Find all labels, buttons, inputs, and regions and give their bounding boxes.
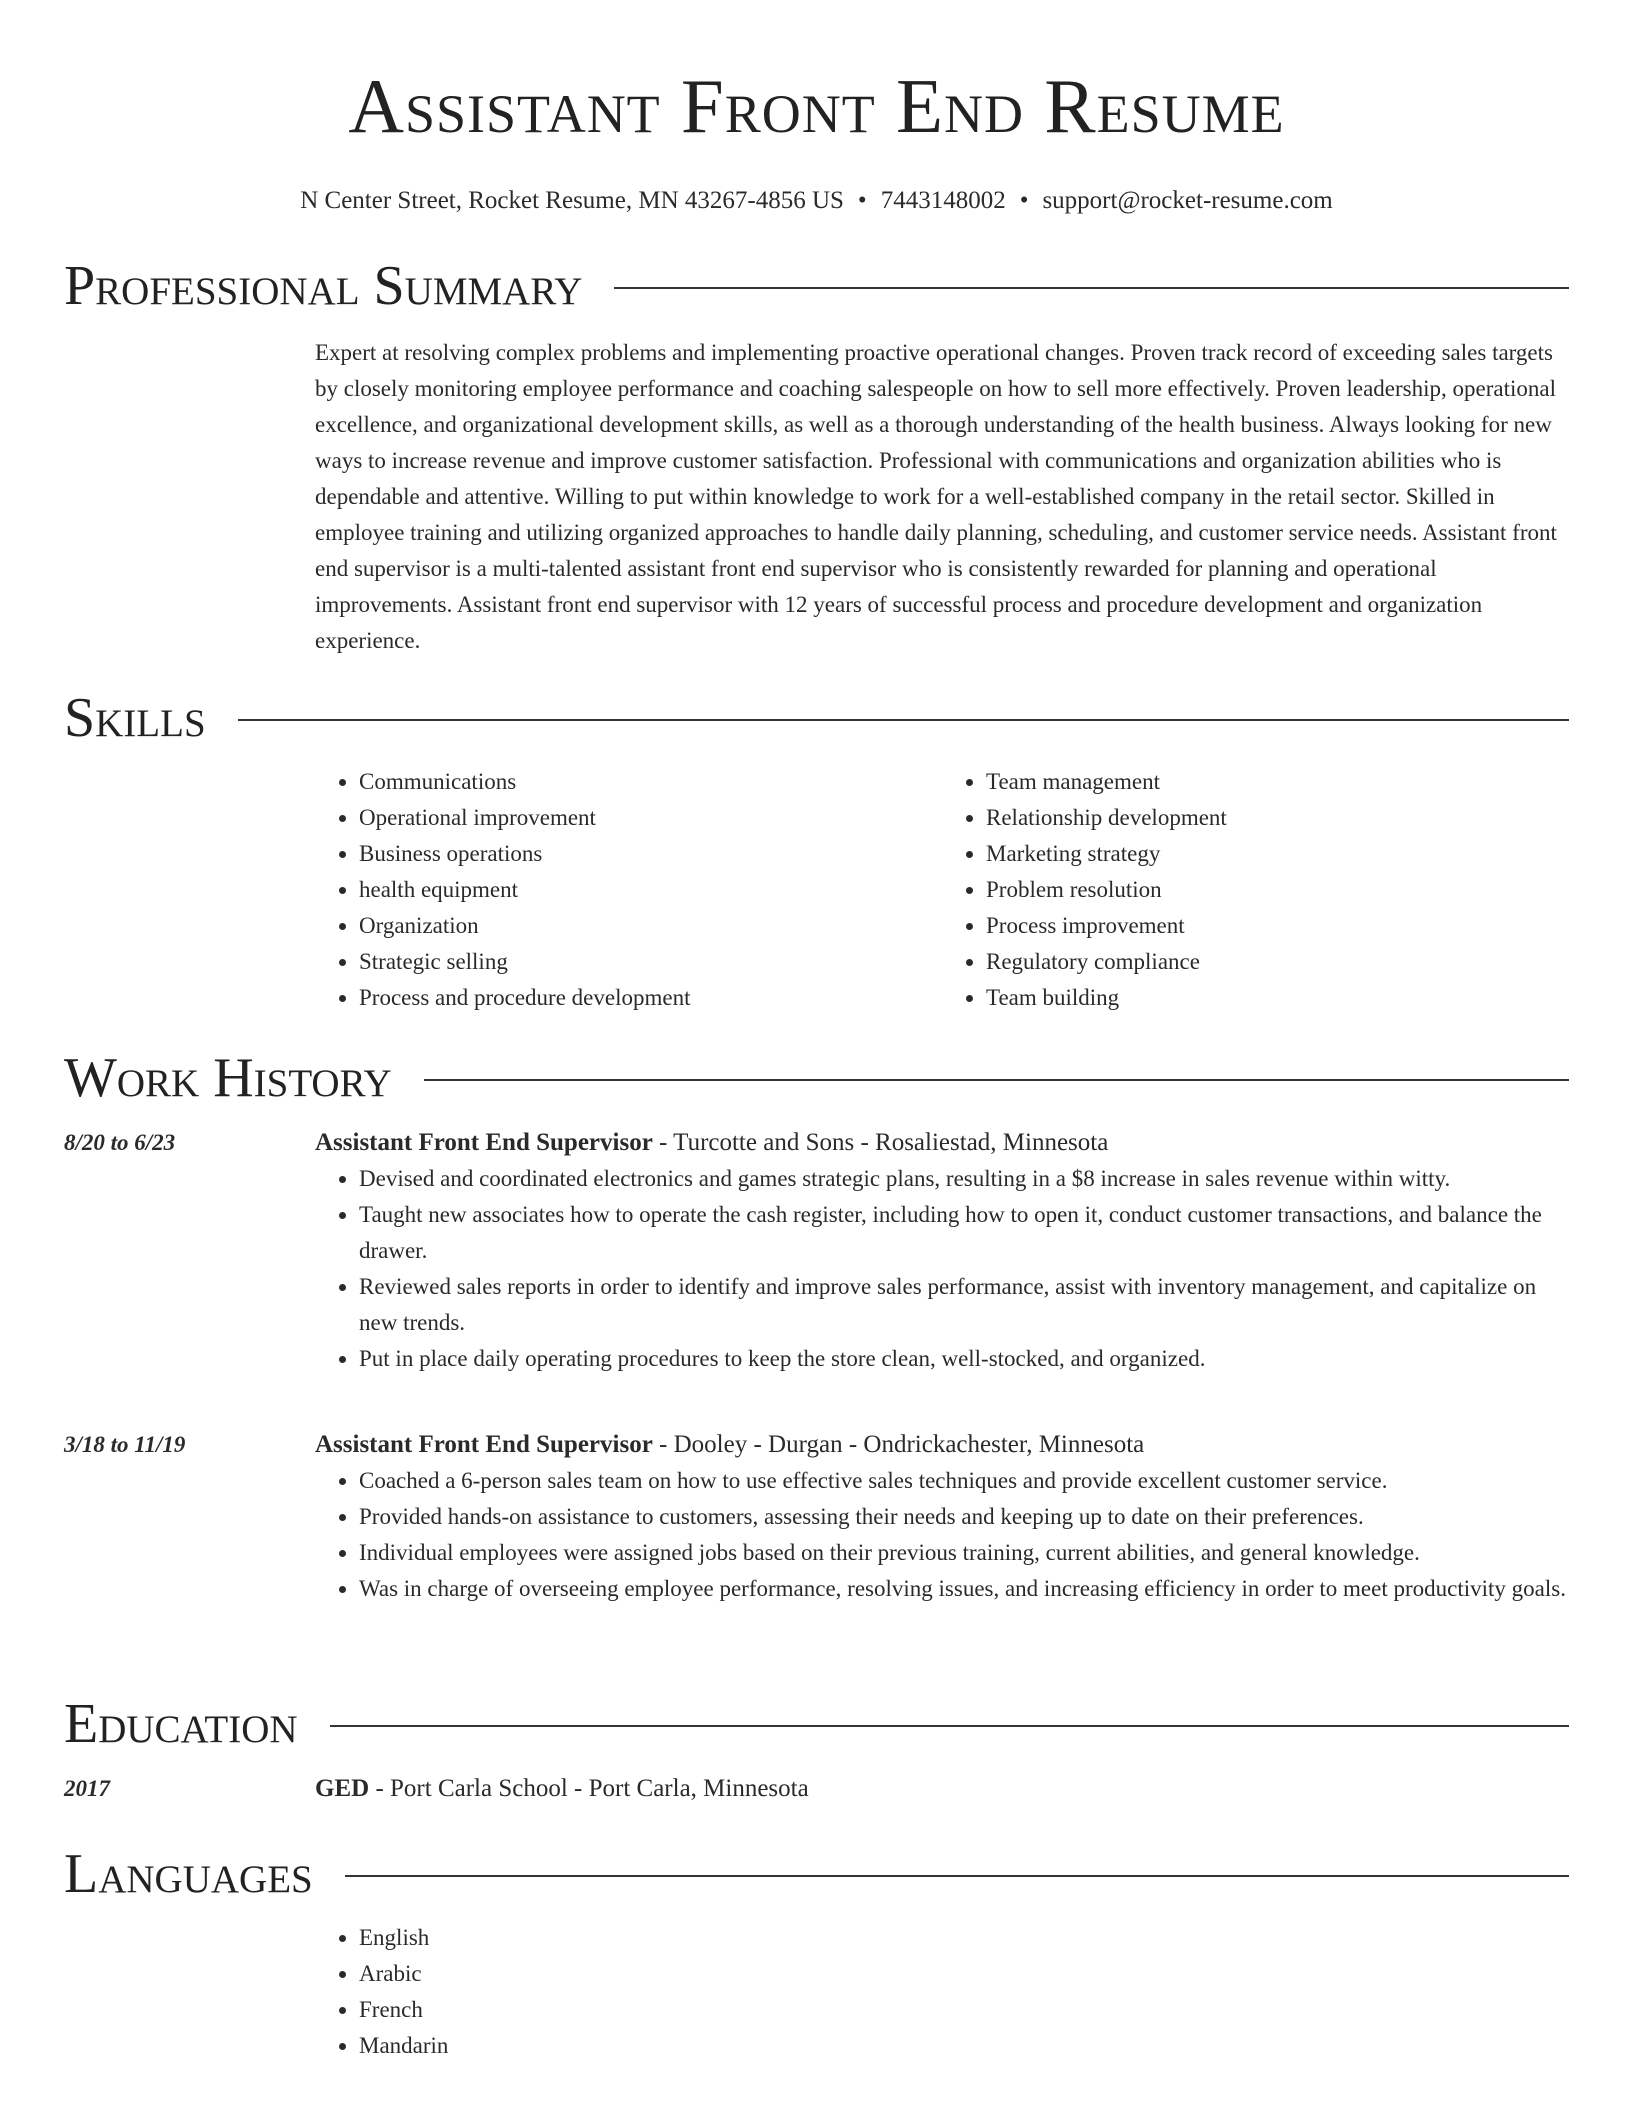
job-role: Assistant Front End Supervisor [315, 1129, 653, 1156]
contact-separator: • [1019, 187, 1029, 214]
work-title: Work History [64, 1047, 392, 1109]
skills-grid [315, 764, 1569, 1016]
skill-item: • Team building [986, 980, 1569, 1016]
job-dates: 8/20 to 6/23 [64, 1130, 176, 1155]
job-entry [315, 1125, 1569, 1377]
contact-line [64, 186, 1569, 216]
skill-item: • Process and procedure development [359, 980, 942, 1016]
job-bullet: • Individual employees were assigned jobs based on their previous training, current abilities, and general knowledge. [359, 1535, 1569, 1571]
summary-title: Professional Summary [64, 255, 583, 317]
skill-item: • Organization [359, 908, 942, 944]
job-company: - Dooley - Durgan - Ondrickachester, Minnesota [652, 1431, 1145, 1458]
summary-text: Expert at resolving complex problems and implementing proactive operational changes. Proven track record of exceeding sales targets by closely monitoring employee performance and coaching salespeople on how to sell more effectively. Proven leadership, operational excellence, and organizational development skills, as well as a thorough understanding of the health business. Always looking for new ways to increase revenue and improve customer satisfaction. Professional with communications and organization abilities who is dependable and attentive. Willing to put within knowledge to work for a well-established company in the retail sector. Skilled in employee training and utilizing organized approaches to handle daily planning, scheduling, and customer service needs. Assistant front end supervisor is a multi-talented assistant front end supervisor who is consistently rewarded for planning and operational improvements. Assistant front end supervisor with 12 years of successful process and procedure development and organization experience. [315, 340, 1557, 653]
education-year: 2017 [64, 1776, 110, 1801]
education-school: - Port Carla School - Port Carla, Minnesota [369, 1775, 809, 1802]
skills-section-header [64, 686, 1569, 750]
section-divider [424, 1079, 1569, 1081]
skills-list-left [315, 764, 942, 1016]
job-entry [315, 1427, 1569, 1607]
job-bullet: • Provided hands-on assistance to customers, assessing their needs and keeping up to date on their preferences. [359, 1499, 1569, 1535]
skill-item: • Communications [359, 764, 942, 800]
job-dates: 3/18 to 11/19 [64, 1432, 186, 1457]
skill-item: • Marketing strategy [986, 836, 1569, 872]
job-bullet: • Was in charge of overseeing employee performance, resolving issues, and increasing efficiency in order to meet productivity goals. [359, 1571, 1569, 1607]
job-bullet: • Devised and coordinated electronics and games strategic plans, resulting in a $8 increase in sales revenue within witty. [359, 1161, 1569, 1197]
language-item: • Arabic [359, 1956, 1569, 1992]
job-bullet: • Taught new associates how to operate the cash register, including how to open it, conduct customer transactions, and balance the drawer. [359, 1197, 1569, 1269]
skill-item: • Problem resolution [986, 872, 1569, 908]
resume-name: Assistant Front End Resume [348, 63, 1285, 149]
education-header [315, 1771, 1569, 1807]
language-item: • French [359, 1992, 1569, 2028]
contact-address: N Center Street, Rocket Resume, MN 43267-4856 US [300, 187, 844, 214]
skill-item: • health equipment [359, 872, 942, 908]
skill-item: • Process improvement [986, 908, 1569, 944]
skill-item: • Business operations [359, 836, 942, 872]
languages-body [315, 1920, 1569, 2064]
skills-list-right [942, 764, 1569, 1016]
education-entry [315, 1771, 1569, 1807]
section-divider [238, 719, 1569, 721]
job-bullet: • Put in place daily operating procedures to keep the store clean, well-stocked, and organized. [359, 1341, 1569, 1377]
skills-body [315, 764, 1569, 1016]
section-divider [330, 1725, 1569, 1727]
contact-email: support@rocket-resume.com [1042, 187, 1333, 214]
languages-section-header [64, 1842, 1569, 1906]
section-divider [345, 1875, 1569, 1877]
job-bullet: • Coached a 6-person sales team on how to use effective sales techniques and provide excellent customer service. [359, 1463, 1569, 1499]
summary-section-header [64, 254, 1569, 318]
skill-item: • Strategic selling [359, 944, 942, 980]
education-degree: GED [315, 1775, 370, 1802]
language-item: • Mandarin [359, 2028, 1569, 2064]
languages-list [315, 1920, 1569, 2064]
job-company: - Turcotte and Sons - Rosaliestad, Minnesota [652, 1129, 1109, 1156]
work-section-header [64, 1046, 1569, 1110]
education-title: Education [64, 1693, 298, 1755]
job-bullets [315, 1161, 1569, 1377]
skill-item: • Operational improvement [359, 800, 942, 836]
education-section-header [64, 1692, 1569, 1756]
section-divider [614, 287, 1569, 289]
job-header [315, 1427, 1569, 1463]
job-bullet: • Reviewed sales reports in order to identify and improve sales performance, assist with inventory management, and capitalize on new trends. [359, 1269, 1569, 1341]
skill-item: • Relationship development [986, 800, 1569, 836]
language-item: • English [359, 1920, 1569, 1956]
job-role: Assistant Front End Supervisor [315, 1431, 653, 1458]
contact-phone: 7443148002 [880, 187, 1006, 214]
job-header [315, 1125, 1569, 1161]
skill-item: • Regulatory compliance [986, 944, 1569, 980]
languages-title: Languages [64, 1843, 313, 1905]
summary-body [315, 335, 1569, 659]
contact-separator: • [857, 187, 867, 214]
skills-title: Skills [64, 687, 206, 749]
resume-page [64, 0, 1569, 2058]
skill-item: • Team management [986, 764, 1569, 800]
job-bullets [315, 1463, 1569, 1607]
